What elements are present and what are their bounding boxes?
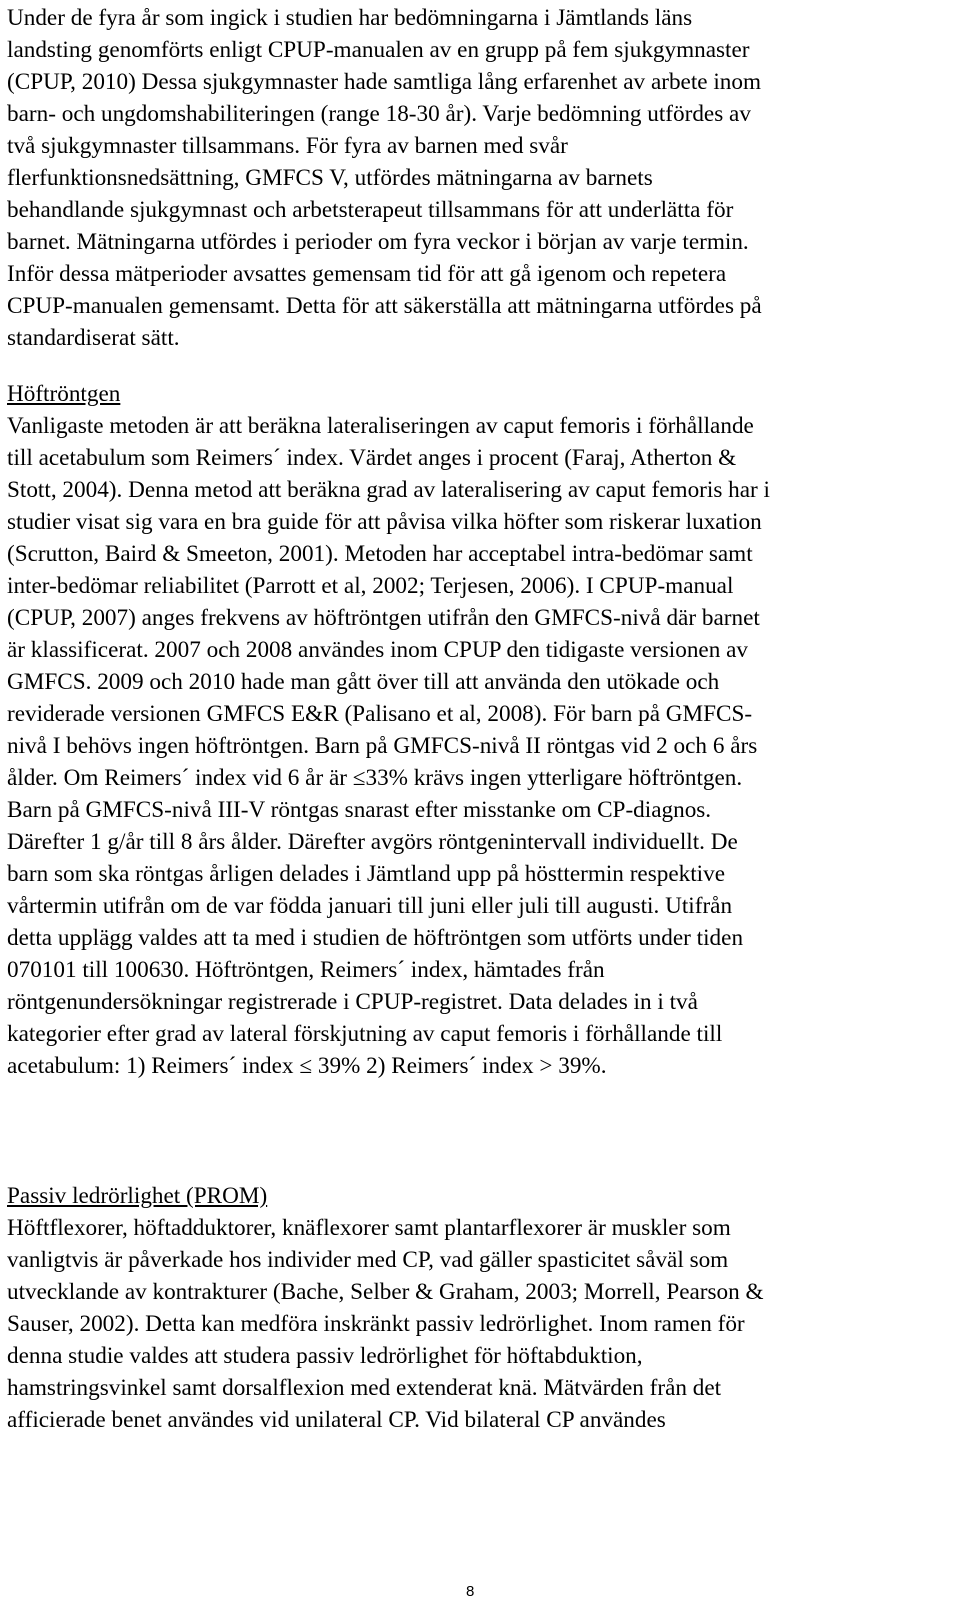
text-line: Därefter 1 g/år till 8 års ålder. Därefter avgörs röntgenintervall individuellt. De	[7, 829, 738, 855]
text-line: CPUP-manualen gemensamt. Detta för att säkerställa att mätningarna utfördes på	[7, 293, 762, 319]
text-line: Sauser, 2002). Detta kan medföra inskränkt passiv ledrörlighet. Inom ramen för	[7, 1311, 745, 1337]
text-line: landsting genomförts enligt CPUP-manualen av en grupp på fem sjukgymnaster	[7, 37, 750, 63]
text-line: Barn på GMFCS-nivå III-V röntgas snarast efter misstanke om CP-diagnos.	[7, 797, 712, 823]
text-line: barn som ska röntgas årligen delades i Jämtland upp på hösttermin respektive	[7, 861, 725, 887]
text-line: afficierade benet användes vid unilateral CP. Vid bilateral CP användes	[7, 1407, 666, 1433]
text-line: utvecklande av kontrakturer (Bache, Selber & Graham, 2003; Morrell, Pearson &	[7, 1279, 764, 1305]
text-line: GMFCS. 2009 och 2010 hade man gått över till att använda den utökade och	[7, 669, 720, 695]
text-line: studier visat sig vara en bra guide för att påvisa vilka höfter som riskerar luxation	[7, 509, 762, 535]
text-line: Vanligaste metoden är att beräkna lateraliseringen av caput femoris i förhållande	[7, 413, 754, 439]
text-line: behandlande sjukgymnast och arbetsterapeut tillsammans för att underlätta för	[7, 197, 734, 223]
text-line: standardiserat sätt.	[7, 325, 180, 351]
text-line: flerfunktionsnedsättning, GMFCS V, utfördes mätningarna av barnets	[7, 165, 653, 191]
text-line: (CPUP, 2007) anges frekvens av höftröntgen utifrån den GMFCS-nivå där barnet	[7, 605, 760, 631]
text-line: ålder. Om Reimers´ index vid 6 år är ≤33% krävs ingen ytterligare höftröntgen.	[7, 765, 743, 791]
text-line: 070101 till 100630. Höftröntgen, Reimers´ index, hämtades från	[7, 957, 605, 983]
text-line: denna studie valdes att studera passiv ledrörlighet för höftabduktion,	[7, 1343, 643, 1369]
text-line: Höftflexorer, höftadduktorer, knäflexorer samt plantarflexorer är muskler som	[7, 1215, 731, 1241]
text-line: kategorier efter grad av lateral förskjutning av caput femoris i förhållande till	[7, 1021, 723, 1047]
text-line: (Scrutton, Baird & Smeeton, 2001). Metoden har acceptabel intra-bedömar samt	[7, 541, 753, 567]
text-line: reviderade versionen GMFCS E&R (Palisano et al, 2008). För barn på GMFCS-	[7, 701, 753, 727]
text-line: detta upplägg valdes att ta med i studien de höftröntgen som utförts under tiden	[7, 925, 744, 951]
section-heading-passive-rom: Passiv ledrörlighet (PROM)	[7, 1183, 268, 1209]
text-line: (CPUP, 2010) Dessa sjukgymnaster hade samtliga lång erfarenhet av arbete inom	[7, 69, 762, 95]
text-line: inter-bedömar reliabilitet (Parrott et al, 2002; Terjesen, 2006). I CPUP-manual	[7, 573, 734, 599]
text-line: röntgenundersökningar registrerade i CPUP-registret. Data delades in i två	[7, 989, 698, 1015]
page-number: 8	[466, 1583, 475, 1600]
text-line: vårtermin utifrån om de var födda januari till juni eller juli till augusti. Utifrån	[7, 893, 733, 919]
text-line: barnet. Mätningarna utfördes i perioder om fyra veckor i början av varje termin.	[7, 229, 749, 255]
text-line: barn- och ungdomshabiliteringen (range 18-30 år). Varje bedömning utfördes av	[7, 101, 751, 127]
text-line: nivå I behövs ingen höftröntgen. Barn på GMFCS-nivå II röntgas vid 2 och 6 års	[7, 733, 758, 759]
text-line: Under de fyra år som ingick i studien har bedömningarna i Jämtlands läns	[7, 5, 693, 31]
text-line: hamstringsvinkel samt dorsalflexion med extenderat knä. Mätvärden från det	[7, 1375, 722, 1401]
text-line: Inför dessa mätperioder avsattes gemensam tid för att gå igenom och repetera	[7, 261, 727, 287]
text-line: acetabulum: 1) Reimers´ index ≤ 39% 2) Reimers´ index > 39%.	[7, 1053, 607, 1079]
text-line: till acetabulum som Reimers´ index. Värdet anges i procent (Faraj, Atherton &	[7, 445, 737, 471]
section-heading-hip-xray: Höftröntgen	[7, 381, 121, 407]
text-line: vanligtvis är påverkade hos individer med CP, vad gäller spasticitet såväl som	[7, 1247, 729, 1273]
text-line: två sjukgymnaster tillsammans. För fyra av barnen med svår	[7, 133, 568, 159]
text-line: Stott, 2004). Denna metod att beräkna grad av lateralisering av caput femoris har i	[7, 477, 770, 503]
text-line: är klassificerat. 2007 och 2008 användes inom CPUP den tidigaste versionen av	[7, 637, 748, 663]
